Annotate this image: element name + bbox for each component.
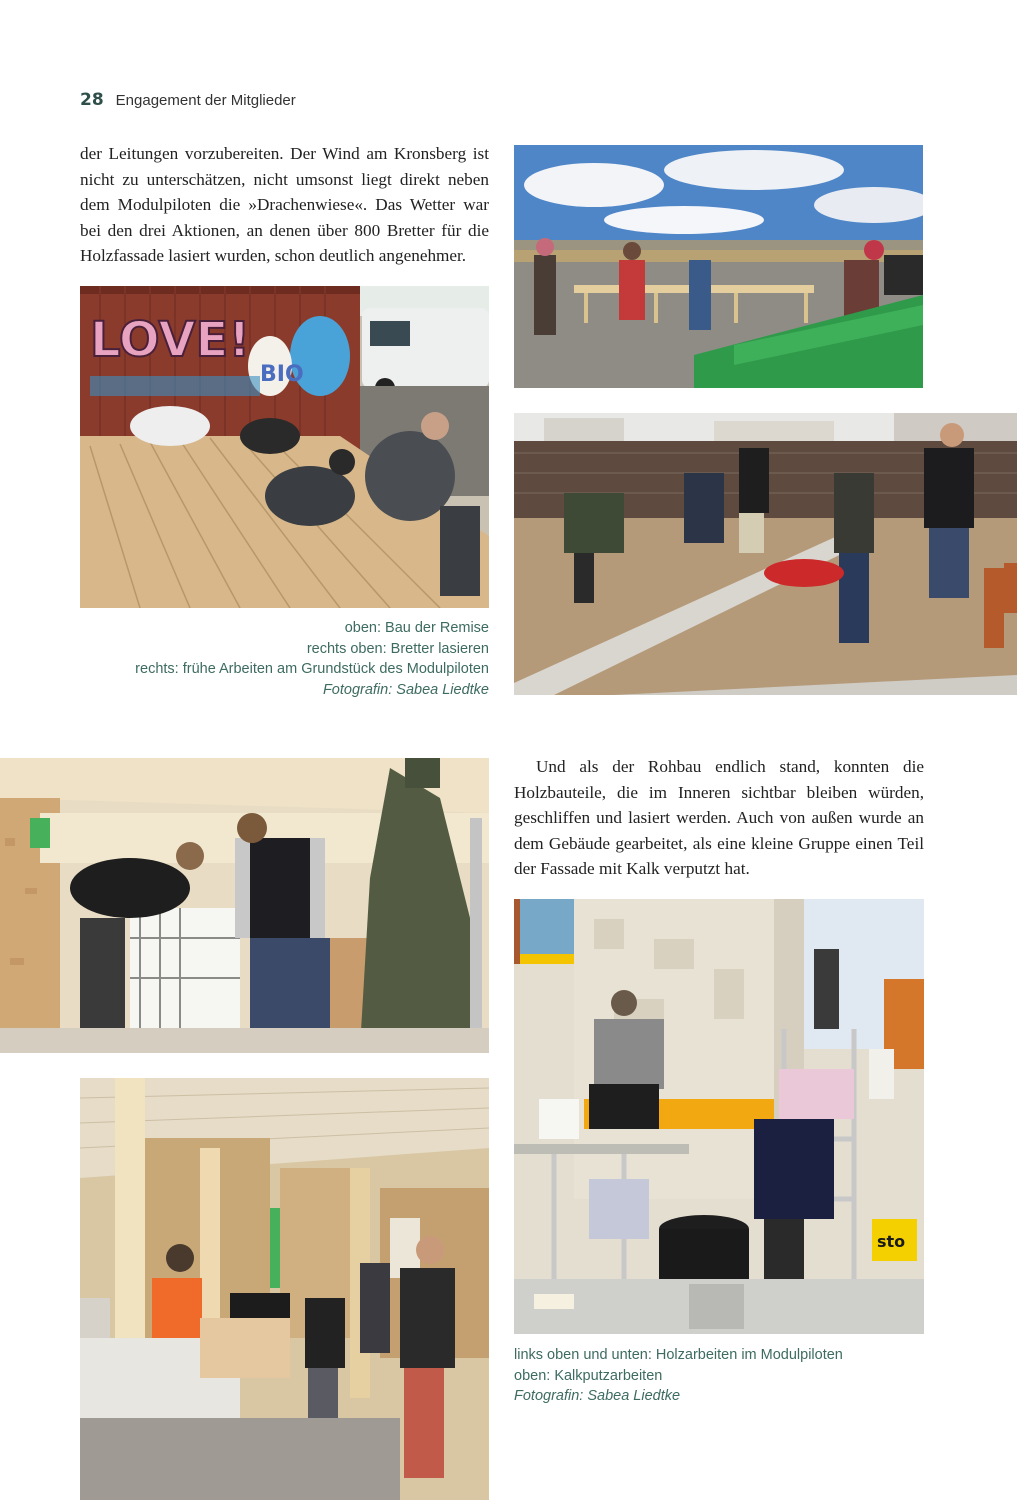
paragraph: der Leitungen vorzubereiten. Der Wind am Kronsberg ist nicht zu unterschätzen, nicht umsonst liegt direkt neben dem Modulpiloten die »Drachenwiese«. Das Wetter war bei den drei Aktionen, an denen über 800 Bretter für die Holzfassade lasiert wurden, schon deutlich angenehmer. xyxy=(80,144,489,265)
caption-1 xyxy=(80,618,489,700)
text-block-2 xyxy=(514,754,924,882)
page-number: 28 xyxy=(80,90,104,110)
photo-interior-bottom xyxy=(80,1078,489,1500)
photo-plaster xyxy=(514,899,924,1334)
paragraph: Und als der Rohbau endlich stand, konnten die Holzbauteile, die im Inneren sichtbar bleiben würden, geschliffen und lasiert werden. Auch von außen wurde an dem Gebäude gearbeitet, als eine kleine Gruppe einen Teil der Fassade mit Kalk verputzt hat. xyxy=(514,757,924,878)
photo-boards xyxy=(514,145,923,388)
caption-line: rechts: frühe Arbeiten am Grundstück des Modulpiloten xyxy=(135,661,489,677)
photo-credit: Fotografin: Sabea Liedtke xyxy=(322,681,489,698)
caption-line: oben: Bau der Remise xyxy=(344,620,489,636)
photo-site xyxy=(514,413,1017,695)
caption-2 xyxy=(514,1345,934,1407)
photo-credit: Fotografin: Sabea Liedtke xyxy=(514,1388,681,1404)
caption-line: oben: Kalkputzarbeiten xyxy=(514,1367,663,1384)
photo-remise xyxy=(80,286,489,608)
graffiti-text-2: BIO xyxy=(260,362,304,387)
running-title: Engagement der Mitglieder xyxy=(115,92,296,109)
caption-line: links oben und unten: Holzarbeiten im Modulpiloten xyxy=(514,1347,843,1363)
graffiti-text: LOVE! xyxy=(90,312,251,368)
caption-line: rechts oben: Bretter lasieren xyxy=(306,640,489,657)
page-header xyxy=(80,90,296,114)
bucket-label: sto xyxy=(877,1232,906,1251)
text-block-1 xyxy=(80,141,489,269)
photo-interior-top xyxy=(0,758,489,1053)
